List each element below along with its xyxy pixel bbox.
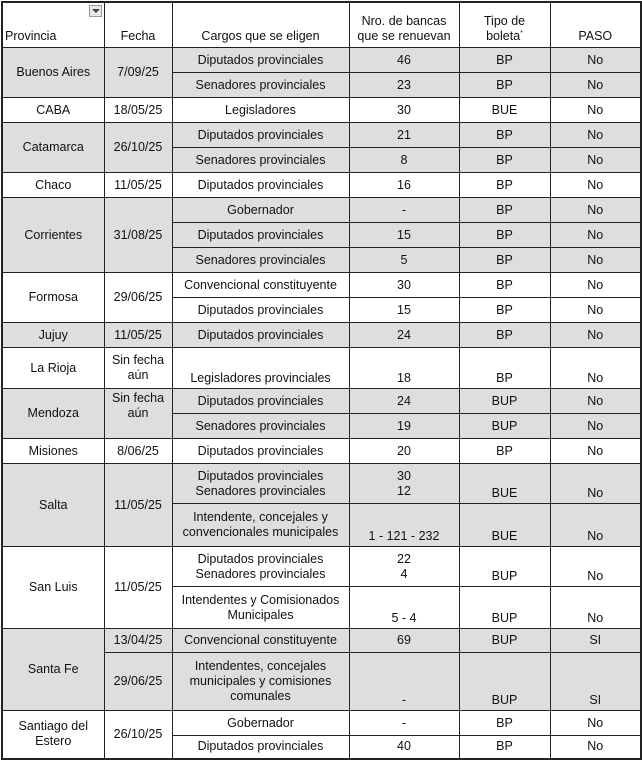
fecha-cell — [104, 389, 172, 439]
cargo-line1: Intendentes y Comisionados — [181, 592, 340, 607]
header-bancas-line2: que se renuevan — [357, 29, 451, 43]
fecha-cell: 11/05/25 — [104, 464, 172, 547]
cargo-cell: Diputados provinciales — [172, 389, 349, 414]
fecha-line1: Sin fecha — [111, 391, 165, 405]
fecha-cell — [104, 348, 172, 389]
boleta-cell: BUP — [459, 587, 550, 629]
fecha-line2: aún — [127, 368, 149, 382]
cargo-cell: Diputados provinciales — [172, 323, 349, 348]
cargo-cell: Legisladores — [172, 98, 349, 123]
table-row — [2, 464, 641, 504]
table-row — [2, 439, 641, 464]
boleta-cell: BP — [459, 123, 550, 148]
header-boleta-line2 — [462, 29, 548, 44]
bancas-cell: 30 — [349, 273, 459, 298]
header-bancas — [349, 2, 459, 48]
cargo-cell — [172, 587, 349, 629]
fecha-cell: 18/05/25 — [104, 98, 172, 123]
bancas-line2: 12 — [397, 483, 411, 498]
boleta-cell: BP — [459, 73, 550, 98]
cargo-cell: Gobernador — [172, 711, 349, 736]
paso-cell: No — [550, 348, 641, 389]
bancas-cell: 24 — [349, 323, 459, 348]
paso-cell: No — [550, 48, 641, 73]
paso-cell: No — [550, 439, 641, 464]
paso-cell: No — [550, 248, 641, 273]
cargo-line2: municipales y comisiones — [189, 674, 332, 688]
header-provincia — [2, 2, 104, 48]
cargo-cell — [172, 547, 349, 587]
paso-cell: No — [550, 73, 641, 98]
cargo-line1: Intendente, concejales y — [193, 510, 328, 524]
cargo-line2: convencionales municipales — [182, 525, 339, 539]
fecha-cell: 8/06/25 — [104, 439, 172, 464]
bancas-cell — [349, 464, 459, 504]
bancas-cell: 23 — [349, 73, 459, 98]
paso-cell: SI — [550, 653, 641, 711]
cargo-cell: Legisladores provinciales — [172, 348, 349, 389]
provincia-cell: Salta — [2, 464, 104, 547]
bancas-cell: 40 — [349, 736, 459, 759]
cargo-cell: Senadores provinciales — [172, 248, 349, 273]
table-body — [2, 48, 641, 759]
boleta-cell: BUE — [459, 464, 550, 504]
table-row — [2, 198, 641, 223]
provincia-cell — [2, 711, 104, 759]
fecha-cell: 29/06/25 — [104, 653, 172, 711]
cargo-line3: comunales — [230, 689, 291, 703]
paso-cell: No — [550, 711, 641, 736]
table-row — [2, 323, 641, 348]
bancas-line2: 4 — [400, 566, 408, 581]
footnote-mark: * — [520, 29, 523, 37]
cargo-cell: Diputados provinciales — [172, 123, 349, 148]
paso-cell: No — [550, 298, 641, 323]
cargo-cell: Senadores provinciales — [172, 148, 349, 173]
boleta-cell: BP — [459, 248, 550, 273]
boleta-cell: BUP — [459, 653, 550, 711]
header-row — [2, 2, 641, 48]
bancas-cell: 30 — [349, 98, 459, 123]
fecha-cell: 26/10/25 — [104, 123, 172, 173]
paso-cell: No — [550, 323, 641, 348]
paso-cell: No — [550, 547, 641, 587]
bancas-cell: - — [349, 198, 459, 223]
paso-cell: SI — [550, 629, 641, 653]
cargo-cell: Convencional constituyente — [172, 273, 349, 298]
boleta-cell: BUP — [459, 629, 550, 653]
table-row — [2, 547, 641, 587]
paso-cell: No — [550, 587, 641, 629]
table-row — [2, 98, 641, 123]
bancas-cell: 15 — [349, 223, 459, 248]
bancas-cell: - — [349, 653, 459, 711]
header-boleta-line2-text: boleta — [486, 29, 521, 43]
bancas-line1: 30 — [397, 468, 411, 483]
boleta-cell: BP — [459, 48, 550, 73]
cargo-cell: Senadores provinciales — [172, 73, 349, 98]
table-row — [2, 173, 641, 198]
boleta-cell: BP — [459, 198, 550, 223]
paso-cell: No — [550, 273, 641, 298]
fecha-line2: aún — [127, 406, 149, 420]
provincia-cell: Santa Fe — [2, 629, 104, 711]
bancas-cell: 19 — [349, 414, 459, 439]
cargo-cell: Diputados provinciales — [172, 173, 349, 198]
bancas-cell: 46 — [349, 48, 459, 73]
provincia-cell: San Luis — [2, 547, 104, 629]
paso-cell: No — [550, 148, 641, 173]
paso-cell: No — [550, 198, 641, 223]
paso-cell: No — [550, 736, 641, 759]
fecha-cell: 11/05/25 — [104, 173, 172, 198]
header-bancas-line1: Nro. de bancas — [361, 14, 447, 28]
cargo-line2: Municipales — [227, 607, 294, 622]
table-row — [2, 273, 641, 298]
header-boleta — [459, 2, 550, 48]
provincia-line1: Santiago del — [18, 719, 88, 734]
boleta-cell: BP — [459, 148, 550, 173]
bancas-cell: 5 - 4 — [349, 587, 459, 629]
bancas-cell: 69 — [349, 629, 459, 653]
table-row — [2, 629, 641, 653]
cargo-line1: Diputados provinciales — [197, 468, 324, 483]
fecha-cell: 13/04/25 — [104, 629, 172, 653]
table-row — [2, 48, 641, 73]
bancas-cell: 20 — [349, 439, 459, 464]
fecha-cell: 11/05/25 — [104, 547, 172, 629]
paso-cell: No — [550, 464, 641, 504]
cargo-cell: Diputados provinciales — [172, 48, 349, 73]
fecha-cell: 11/05/25 — [104, 323, 172, 348]
table-row — [2, 389, 641, 414]
provincia-cell: Corrientes — [2, 198, 104, 273]
provincia-cell: CABA — [2, 98, 104, 123]
bancas-cell: 1 - 121 - 232 — [349, 504, 459, 547]
fecha-cell: 29/06/25 — [104, 273, 172, 323]
boleta-cell: BUE — [459, 504, 550, 547]
provincia-cell: Misiones — [2, 439, 104, 464]
boleta-cell: BP — [459, 711, 550, 736]
cargo-cell: Diputados provinciales — [172, 736, 349, 759]
bancas-cell: 21 — [349, 123, 459, 148]
bancas-cell: 8 — [349, 148, 459, 173]
table-row — [2, 123, 641, 148]
boleta-cell: BUE — [459, 98, 550, 123]
provincia-cell: Jujuy — [2, 323, 104, 348]
bancas-cell: - — [349, 711, 459, 736]
paso-cell: No — [550, 173, 641, 198]
provincia-cell: Mendoza — [2, 389, 104, 439]
cargo-cell — [172, 464, 349, 504]
paso-cell: No — [550, 223, 641, 248]
header-fecha: Fecha — [104, 2, 172, 48]
fecha-line1: Sin fecha — [111, 353, 165, 367]
provincia-cell: Formosa — [2, 273, 104, 323]
fecha-cell: 7/09/25 — [104, 48, 172, 98]
provincia-cell: Buenos Aires — [2, 48, 104, 98]
cargo-line2: Senadores provinciales — [195, 483, 326, 498]
provincia-cell: Catamarca — [2, 123, 104, 173]
table-row — [2, 711, 641, 736]
provincia-cell: La Rioja — [2, 348, 104, 389]
bancas-line1: 22 — [397, 551, 411, 566]
bancas-cell: 5 — [349, 248, 459, 273]
paso-cell: No — [550, 414, 641, 439]
elections-table — [1, 1, 642, 760]
filter-dropdown-icon[interactable] — [89, 5, 102, 17]
bancas-cell: 18 — [349, 348, 459, 389]
boleta-cell: BP — [459, 173, 550, 198]
boleta-cell: BP — [459, 223, 550, 248]
boleta-cell: BP — [459, 348, 550, 389]
boleta-cell: BP — [459, 439, 550, 464]
paso-cell: No — [550, 123, 641, 148]
cargo-cell: Senadores provinciales — [172, 414, 349, 439]
provincia-cell: Chaco — [2, 173, 104, 198]
boleta-cell: BUP — [459, 389, 550, 414]
boleta-cell: BP — [459, 298, 550, 323]
cargo-line1: Diputados provinciales — [197, 551, 324, 566]
bancas-cell: 24 — [349, 389, 459, 414]
cargo-cell: Gobernador — [172, 198, 349, 223]
elections-table-container — [1, 1, 642, 760]
boleta-cell: BP — [459, 323, 550, 348]
paso-cell: No — [550, 389, 641, 414]
fecha-cell: 31/08/25 — [104, 198, 172, 273]
header-paso: PASO — [550, 2, 641, 48]
cargo-cell: Diputados provinciales — [172, 439, 349, 464]
header-provincia-label: Provincia — [5, 29, 57, 43]
header-cargos: Cargos que se eligen — [172, 2, 349, 48]
cargo-line1: Intendentes, concejales — [194, 659, 327, 673]
boleta-cell: BP — [459, 736, 550, 759]
cargo-cell — [172, 504, 349, 547]
cargo-cell: Convencional constituyente — [172, 629, 349, 653]
cargo-cell: Diputados provinciales — [172, 298, 349, 323]
boleta-cell: BUP — [459, 547, 550, 587]
bancas-cell: 15 — [349, 298, 459, 323]
boleta-cell: BP — [459, 273, 550, 298]
header-boleta-line1: Tipo de — [483, 14, 526, 28]
cargo-cell: Diputados provinciales — [172, 223, 349, 248]
cargo-line2: Senadores provinciales — [195, 566, 326, 581]
provincia-line2: Estero — [35, 734, 72, 749]
boleta-cell: BUP — [459, 414, 550, 439]
paso-cell: No — [550, 98, 641, 123]
bancas-cell — [349, 547, 459, 587]
paso-cell: No — [550, 504, 641, 547]
fecha-cell: 26/10/25 — [104, 711, 172, 759]
cargo-cell — [172, 653, 349, 711]
bancas-cell: 16 — [349, 173, 459, 198]
table-row — [2, 348, 641, 389]
